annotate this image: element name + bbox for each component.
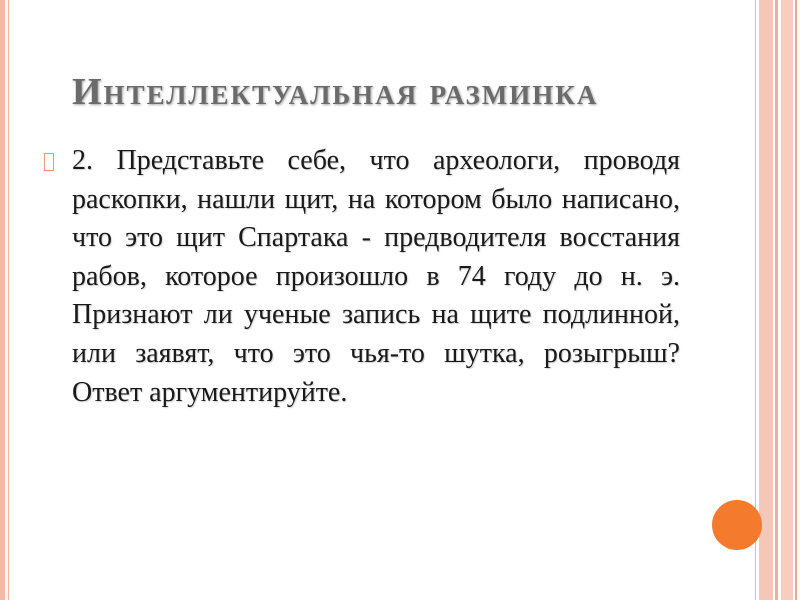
slide-body-text: 2. Представьте себе, что археологи, проводя раскопки, нашли щит, на котором было написано, что это щит Спартака - предводителя восстания рабов, которое произошло в 74 году до н. э. Признают ли ученые запись на щите подлинной, или заявят, что это чья-то шутка, розыгрыш? Ответ аргументируйте. <box>72 145 680 408</box>
stripe <box>759 0 773 600</box>
orange-circle-decoration <box>712 500 762 550</box>
stripe <box>781 0 793 600</box>
slide-title: Интеллектуальная разминка <box>72 71 599 113</box>
stripe <box>775 0 778 600</box>
right-decorative-stripes <box>755 0 800 600</box>
left-border-line <box>8 0 9 600</box>
stripe <box>795 0 797 600</box>
square-bullet-icon <box>44 153 54 171</box>
left-border-strip <box>0 0 5 600</box>
